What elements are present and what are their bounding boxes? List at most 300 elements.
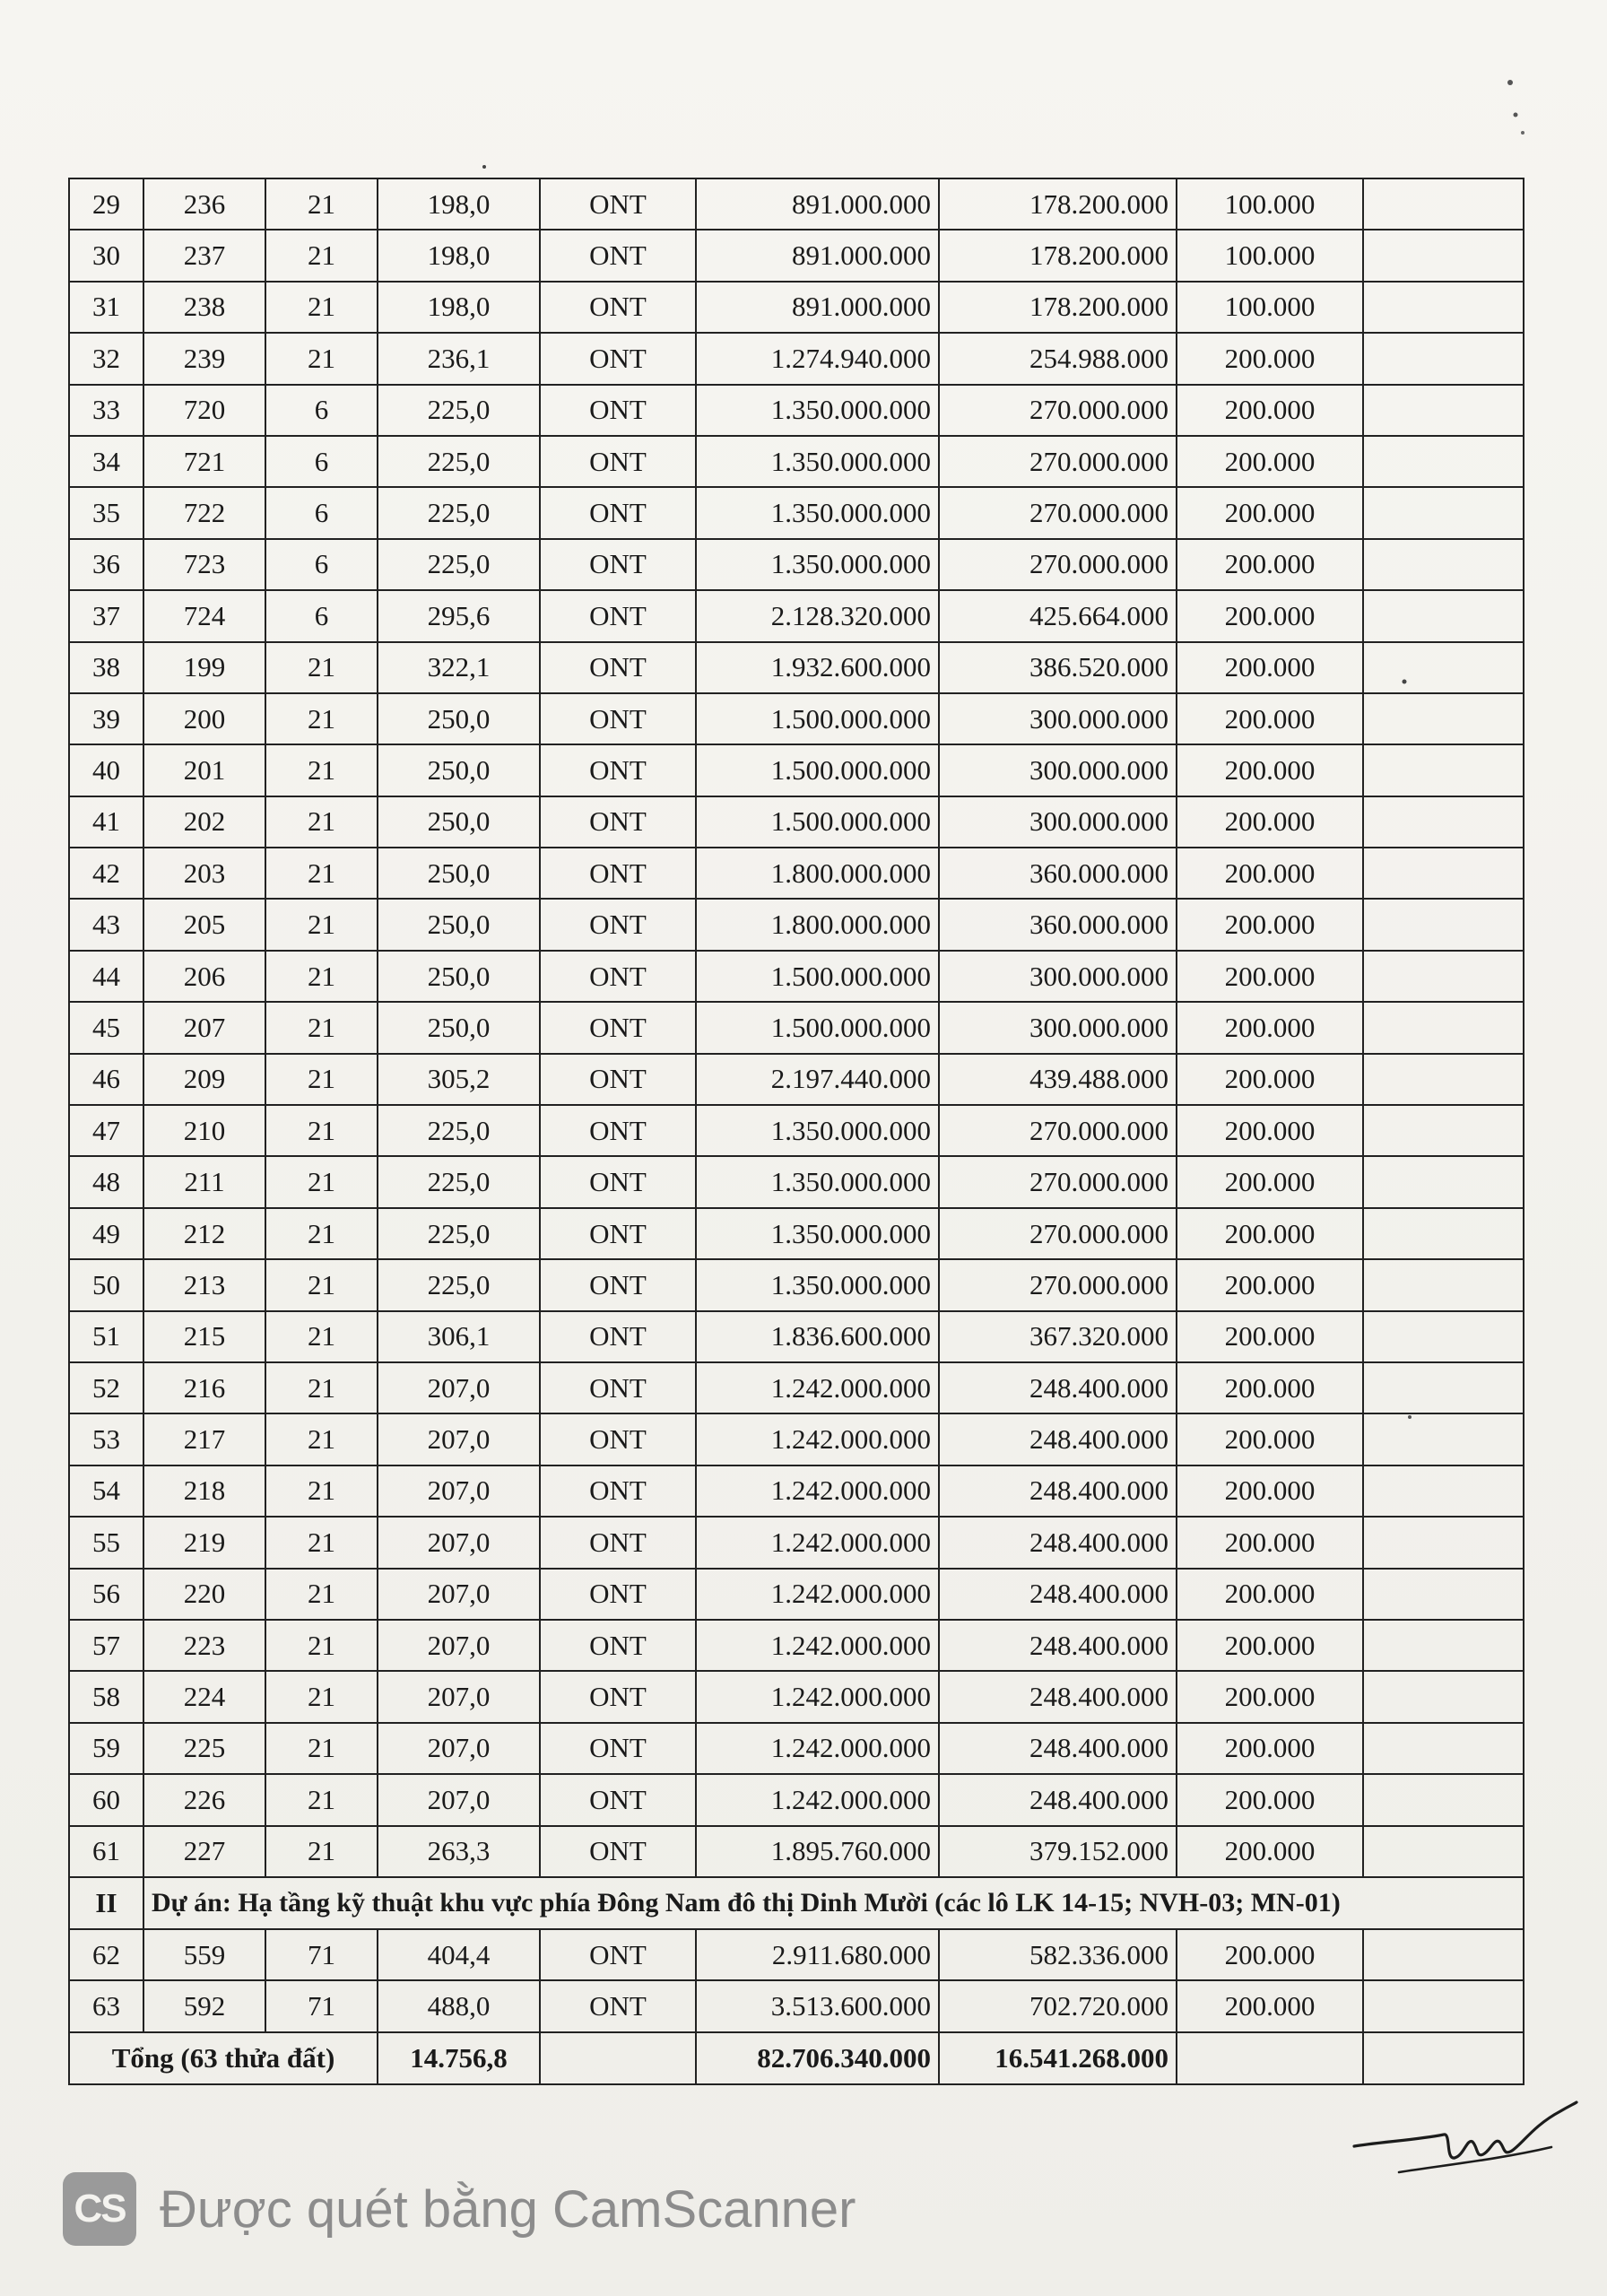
deposit-cell: 178.200.000 [939,178,1177,230]
row-number-cell: 51 [69,1311,143,1362]
starting-price-cell: 1.242.000.000 [696,1723,939,1774]
land-type-cell: ONT [540,642,696,693]
area-cell: 250,0 [378,796,540,848]
starting-price-cell: 1.895.760.000 [696,1826,939,1877]
land-type-cell: ONT [540,796,696,848]
land-type-cell: ONT [540,1569,696,1620]
starting-price-cell: 1.500.000.000 [696,693,939,744]
land-type-cell: ONT [540,1671,696,1722]
row-number-cell: 57 [69,1620,143,1671]
parcel-number-cell: 203 [143,848,265,899]
map-sheet-cell: 21 [265,282,378,333]
table-row [69,436,1524,487]
note-cell [1363,1671,1524,1722]
table-row [69,333,1524,384]
parcel-number-cell: 559 [143,1929,265,1980]
starting-price-cell: 1.350.000.000 [696,1208,939,1259]
starting-price-cell: 1.274.940.000 [696,333,939,384]
note-cell [1363,1517,1524,1568]
deposit-cell: 360.000.000 [939,899,1177,950]
table-row [69,1208,1524,1259]
note-cell [1363,436,1524,487]
deposit-cell: 248.400.000 [939,1465,1177,1517]
dossier-fee-cell: 200.000 [1177,590,1363,641]
starting-price-cell: 1.242.000.000 [696,1465,939,1517]
area-cell: 207,0 [378,1569,540,1620]
starting-price-cell: 1.242.000.000 [696,1413,939,1465]
deposit-cell: 248.400.000 [939,1620,1177,1671]
area-cell: 305,2 [378,1054,540,1105]
table-row [69,1105,1524,1156]
area-cell: 207,0 [378,1517,540,1568]
land-type-cell: ONT [540,1105,696,1156]
starting-price-cell: 1.350.000.000 [696,1156,939,1207]
note-cell [1363,1723,1524,1774]
row-number-cell: 53 [69,1413,143,1465]
table-row [69,178,1524,230]
parcel-number-cell: 205 [143,899,265,950]
map-sheet-cell: 21 [265,1311,378,1362]
map-sheet-cell: 21 [265,1671,378,1722]
table-row [69,796,1524,848]
map-sheet-cell: 21 [265,230,378,281]
map-sheet-cell: 21 [265,1105,378,1156]
dossier-fee-cell: 200.000 [1177,744,1363,796]
table-body-section-1 [69,178,1524,1877]
dossier-fee-cell: 200.000 [1177,1517,1363,1568]
note-cell [1363,385,1524,436]
row-number-cell: 55 [69,1517,143,1568]
table-footer [69,2032,1524,2084]
parcel-number-cell: 223 [143,1620,265,1671]
parcel-number-cell: 238 [143,282,265,333]
row-number-cell: 45 [69,1002,143,1053]
parcel-number-cell: 722 [143,487,265,538]
total-price: 82.706.340.000 [696,2032,939,2084]
area-cell: 250,0 [378,1002,540,1053]
parcel-number-cell: 219 [143,1517,265,1568]
row-number-cell: 63 [69,1980,143,2031]
parcel-number-cell: 720 [143,385,265,436]
starting-price-cell: 891.000.000 [696,230,939,281]
starting-price-cell: 1.500.000.000 [696,1002,939,1053]
row-number-cell: 43 [69,899,143,950]
area-cell: 207,0 [378,1362,540,1413]
parcel-number-cell: 724 [143,590,265,641]
dossier-fee-cell: 200.000 [1177,539,1363,590]
parcel-number-cell: 201 [143,744,265,796]
map-sheet-cell: 21 [265,899,378,950]
starting-price-cell: 1.242.000.000 [696,1620,939,1671]
dossier-fee-cell: 200.000 [1177,1569,1363,1620]
map-sheet-cell: 6 [265,436,378,487]
starting-price-cell: 1.242.000.000 [696,1362,939,1413]
deposit-cell: 248.400.000 [939,1723,1177,1774]
row-number-cell: 41 [69,796,143,848]
dossier-fee-cell: 200.000 [1177,1826,1363,1877]
table-row [69,642,1524,693]
total-row [69,2032,1524,2084]
area-cell: 198,0 [378,282,540,333]
table-row [69,1929,1524,1980]
dossier-fee-cell: 200.000 [1177,333,1363,384]
land-type-cell: ONT [540,1259,696,1310]
parcel-number-cell: 200 [143,693,265,744]
map-sheet-cell: 6 [265,539,378,590]
area-cell: 322,1 [378,642,540,693]
map-sheet-cell: 21 [265,693,378,744]
map-sheet-cell: 21 [265,1620,378,1671]
land-type-cell: ONT [540,1054,696,1105]
row-number-cell: 29 [69,178,143,230]
total-label: Tổng (63 thửa đất) [69,2032,378,2084]
note-cell [1363,1929,1524,1980]
area-cell: 306,1 [378,1311,540,1362]
dossier-fee-cell: 200.000 [1177,436,1363,487]
land-type-cell: ONT [540,1002,696,1053]
deposit-cell: 248.400.000 [939,1671,1177,1722]
note-cell [1363,1362,1524,1413]
map-sheet-cell: 6 [265,385,378,436]
dossier-fee-cell: 200.000 [1177,1054,1363,1105]
note-cell [1363,1156,1524,1207]
table-row [69,693,1524,744]
map-sheet-cell: 71 [265,1929,378,1980]
starting-price-cell: 1.800.000.000 [696,899,939,950]
map-sheet-cell: 71 [265,1980,378,2031]
parcel-number-cell: 212 [143,1208,265,1259]
table-row [69,385,1524,436]
row-number-cell: 52 [69,1362,143,1413]
land-type-cell: ONT [540,693,696,744]
note-cell [1363,693,1524,744]
deposit-cell: 582.336.000 [939,1929,1177,1980]
dossier-fee-cell: 200.000 [1177,1774,1363,1825]
area-cell: 207,0 [378,1671,540,1722]
dossier-fee-cell: 200.000 [1177,1311,1363,1362]
deposit-cell: 360.000.000 [939,848,1177,899]
map-sheet-cell: 6 [265,487,378,538]
map-sheet-cell: 21 [265,1569,378,1620]
parcel-number-cell: 217 [143,1413,265,1465]
land-type-cell: ONT [540,333,696,384]
deposit-cell: 386.520.000 [939,642,1177,693]
table-row [69,1517,1524,1568]
deposit-cell: 270.000.000 [939,1156,1177,1207]
table-row [69,1311,1524,1362]
table-row [69,951,1524,1002]
map-sheet-cell: 21 [265,744,378,796]
deposit-cell: 178.200.000 [939,230,1177,281]
row-number-cell: 38 [69,642,143,693]
dossier-fee-cell: 200.000 [1177,1208,1363,1259]
starting-price-cell: 1.350.000.000 [696,436,939,487]
land-type-cell: ONT [540,1413,696,1465]
map-sheet-cell: 21 [265,1517,378,1568]
row-number-cell: 32 [69,333,143,384]
dossier-fee-cell: 200.000 [1177,1002,1363,1053]
note-cell [1363,1311,1524,1362]
watermark-text: Được quét bằng CamScanner [160,2179,856,2239]
parcel-number-cell: 211 [143,1156,265,1207]
parcel-number-cell: 206 [143,951,265,1002]
land-type-cell: ONT [540,282,696,333]
table-row [69,1620,1524,1671]
starting-price-cell: 2.911.680.000 [696,1929,939,1980]
land-type-cell: ONT [540,230,696,281]
land-type-cell: ONT [540,951,696,1002]
starting-price-cell: 1.242.000.000 [696,1774,939,1825]
deposit-cell: 254.988.000 [939,333,1177,384]
parcel-number-cell: 224 [143,1671,265,1722]
table-row [69,1671,1524,1722]
section-row [69,1877,1524,1929]
parcel-number-cell: 209 [143,1054,265,1105]
dossier-fee-cell: 200.000 [1177,642,1363,693]
table-body-section-2 [69,1877,1524,1929]
note-cell [1363,848,1524,899]
note-cell [1363,178,1524,230]
area-cell: 207,0 [378,1774,540,1825]
dossier-fee-cell: 200.000 [1177,1620,1363,1671]
starting-price-cell: 1.350.000.000 [696,539,939,590]
dossier-fee-cell: 200.000 [1177,1723,1363,1774]
area-cell: 263,3 [378,1826,540,1877]
dossier-fee-cell: 200.000 [1177,1671,1363,1722]
map-sheet-cell: 21 [265,1465,378,1517]
deposit-cell: 270.000.000 [939,1259,1177,1310]
row-number-cell: 58 [69,1671,143,1722]
dossier-fee-cell: 200.000 [1177,796,1363,848]
dossier-fee-cell: 200.000 [1177,1465,1363,1517]
land-type-cell: ONT [540,848,696,899]
table-row [69,1413,1524,1465]
deposit-cell: 300.000.000 [939,693,1177,744]
total-empty-fee [1177,2032,1363,2084]
map-sheet-cell: 21 [265,1208,378,1259]
area-cell: 207,0 [378,1723,540,1774]
row-number-cell: 35 [69,487,143,538]
area-cell: 225,0 [378,1259,540,1310]
table-row [69,1569,1524,1620]
table-body-section-2-rows [69,1929,1524,2032]
map-sheet-cell: 21 [265,1259,378,1310]
map-sheet-cell: 21 [265,1156,378,1207]
map-sheet-cell: 21 [265,1723,378,1774]
deposit-cell: 248.400.000 [939,1569,1177,1620]
starting-price-cell: 1.242.000.000 [696,1569,939,1620]
area-cell: 295,6 [378,590,540,641]
area-cell: 250,0 [378,848,540,899]
row-number-cell: 42 [69,848,143,899]
parcel-number-cell: 218 [143,1465,265,1517]
row-number-cell: 61 [69,1826,143,1877]
starting-price-cell: 1.350.000.000 [696,1105,939,1156]
map-sheet-cell: 21 [265,796,378,848]
map-sheet-cell: 21 [265,1774,378,1825]
row-number-cell: 31 [69,282,143,333]
area-cell: 225,0 [378,1105,540,1156]
note-cell [1363,282,1524,333]
deposit-cell: 702.720.000 [939,1980,1177,2031]
total-empty-type [540,2032,696,2084]
note-cell [1363,796,1524,848]
camscanner-watermark [63,2172,856,2246]
row-number-cell: 48 [69,1156,143,1207]
starting-price-cell: 1.500.000.000 [696,951,939,1002]
note-cell [1363,642,1524,693]
parcel-number-cell: 592 [143,1980,265,2031]
map-sheet-cell: 21 [265,951,378,1002]
starting-price-cell: 1.836.600.000 [696,1311,939,1362]
parcel-number-cell: 202 [143,796,265,848]
area-cell: 225,0 [378,1156,540,1207]
starting-price-cell: 3.513.600.000 [696,1980,939,2031]
deposit-cell: 300.000.000 [939,744,1177,796]
row-number-cell: 46 [69,1054,143,1105]
starting-price-cell: 1.350.000.000 [696,1259,939,1310]
area-cell: 250,0 [378,951,540,1002]
table-row [69,1826,1524,1877]
parcel-number-cell: 213 [143,1259,265,1310]
parcel-number-cell: 199 [143,642,265,693]
table-row [69,848,1524,899]
dossier-fee-cell: 200.000 [1177,1929,1363,1980]
note-cell [1363,1826,1524,1877]
deposit-cell: 270.000.000 [939,1208,1177,1259]
starting-price-cell: 2.197.440.000 [696,1054,939,1105]
land-type-cell: ONT [540,590,696,641]
dossier-fee-cell: 100.000 [1177,230,1363,281]
note-cell [1363,744,1524,796]
dossier-fee-cell: 200.000 [1177,693,1363,744]
note-cell [1363,1620,1524,1671]
parcel-number-cell: 239 [143,333,265,384]
parcel-number-cell: 207 [143,1002,265,1053]
note-cell [1363,1774,1524,1825]
land-type-cell: ONT [540,1156,696,1207]
land-type-cell: ONT [540,487,696,538]
dossier-fee-cell: 200.000 [1177,1362,1363,1413]
dossier-fee-cell: 200.000 [1177,1105,1363,1156]
note-cell [1363,1259,1524,1310]
row-number-cell: 62 [69,1929,143,1980]
row-number-cell: 60 [69,1774,143,1825]
land-type-cell: ONT [540,385,696,436]
table-row [69,1980,1524,2031]
note-cell [1363,951,1524,1002]
area-cell: 250,0 [378,693,540,744]
row-number-cell: 39 [69,693,143,744]
row-number-cell: 36 [69,539,143,590]
area-cell: 250,0 [378,744,540,796]
table-row [69,282,1524,333]
area-cell: 488,0 [378,1980,540,2031]
area-cell: 225,0 [378,436,540,487]
note-cell [1363,1413,1524,1465]
map-sheet-cell: 21 [265,1413,378,1465]
note-cell [1363,590,1524,641]
deposit-cell: 439.488.000 [939,1054,1177,1105]
parcel-number-cell: 723 [143,539,265,590]
starting-price-cell: 1.242.000.000 [696,1517,939,1568]
parcel-number-cell: 216 [143,1362,265,1413]
land-type-cell: ONT [540,1826,696,1877]
note-cell [1363,230,1524,281]
deposit-cell: 379.152.000 [939,1826,1177,1877]
map-sheet-cell: 21 [265,642,378,693]
deposit-cell: 248.400.000 [939,1413,1177,1465]
map-sheet-cell: 21 [265,1826,378,1877]
land-type-cell: ONT [540,1208,696,1259]
table-row [69,230,1524,281]
area-cell: 404,4 [378,1929,540,1980]
deposit-cell: 300.000.000 [939,951,1177,1002]
land-type-cell: ONT [540,1929,696,1980]
deposit-cell: 270.000.000 [939,436,1177,487]
starting-price-cell: 1.350.000.000 [696,487,939,538]
note-cell [1363,333,1524,384]
table-row [69,1723,1524,1774]
note-cell [1363,487,1524,538]
note-cell [1363,1208,1524,1259]
land-type-cell: ONT [540,539,696,590]
land-type-cell: ONT [540,1465,696,1517]
land-type-cell: ONT [540,1362,696,1413]
signature [1345,2079,1578,2178]
note-cell [1363,539,1524,590]
row-number-cell: 50 [69,1259,143,1310]
note-cell [1363,899,1524,950]
map-sheet-cell: 21 [265,1002,378,1053]
dossier-fee-cell: 200.000 [1177,1156,1363,1207]
note-cell [1363,1105,1524,1156]
table-row [69,487,1524,538]
parcel-number-cell: 721 [143,436,265,487]
table-row [69,590,1524,641]
land-type-cell: ONT [540,436,696,487]
area-cell: 225,0 [378,385,540,436]
dossier-fee-cell: 200.000 [1177,848,1363,899]
table-row [69,744,1524,796]
parcel-number-cell: 226 [143,1774,265,1825]
table-row [69,1465,1524,1517]
table-row [69,1774,1524,1825]
row-number-cell: 49 [69,1208,143,1259]
deposit-cell: 425.664.000 [939,590,1177,641]
area-cell: 225,0 [378,487,540,538]
starting-price-cell: 891.000.000 [696,178,939,230]
land-type-cell: ONT [540,899,696,950]
land-type-cell: ONT [540,1311,696,1362]
parcel-number-cell: 237 [143,230,265,281]
starting-price-cell: 1.500.000.000 [696,796,939,848]
land-type-cell: ONT [540,1774,696,1825]
land-type-cell: ONT [540,1620,696,1671]
map-sheet-cell: 21 [265,333,378,384]
starting-price-cell: 891.000.000 [696,282,939,333]
map-sheet-cell: 6 [265,590,378,641]
row-number-cell: 37 [69,590,143,641]
note-cell [1363,1054,1524,1105]
starting-price-cell: 1.350.000.000 [696,385,939,436]
row-number-cell: 30 [69,230,143,281]
note-cell [1363,1465,1524,1517]
deposit-cell: 270.000.000 [939,1105,1177,1156]
table-row [69,1259,1524,1310]
table-row [69,1156,1524,1207]
parcel-number-cell: 210 [143,1105,265,1156]
